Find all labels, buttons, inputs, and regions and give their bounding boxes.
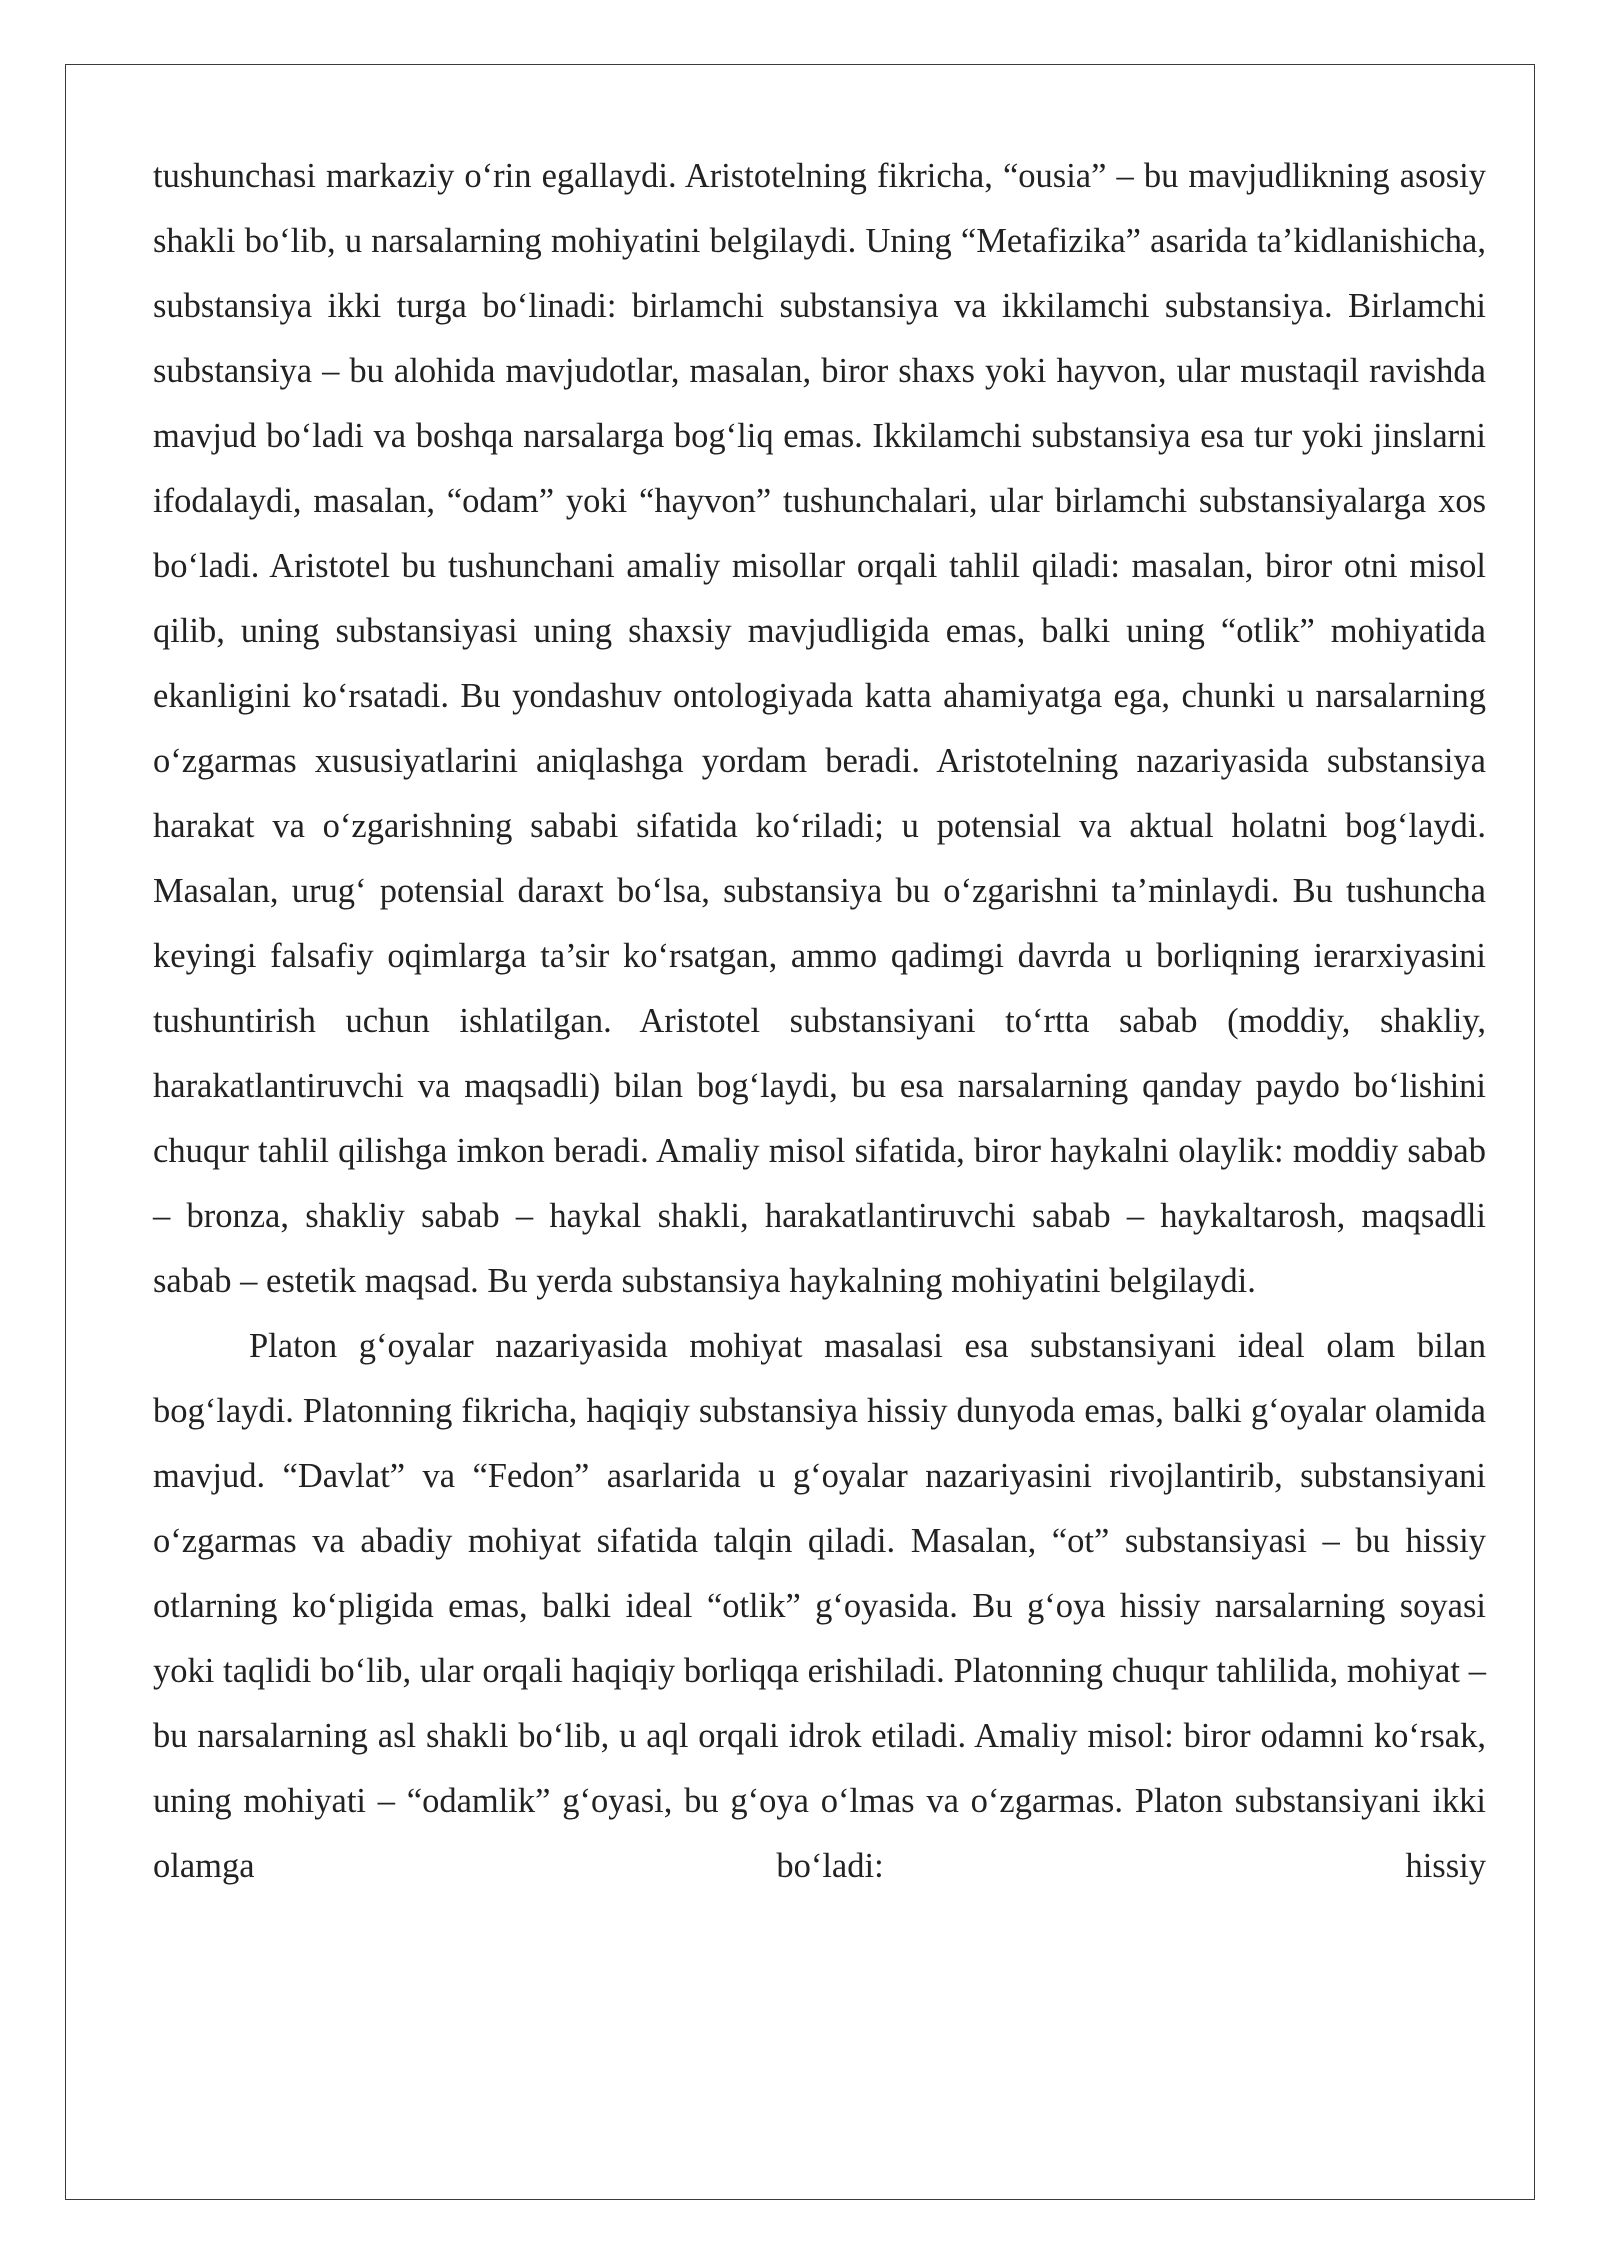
paragraph-aristotle-substance: tushunchasi markaziy o‘rin egallaydi. Aristotelning fikricha, “ousia” – bu mavjudlikning asosiy shakli bo‘lib, u narsalarning mohiyatini belgilaydi. Uning “Metafizika” asarida ta’kidlanishicha, substansiya ikki turga bo‘linadi: birlamchi substansiya va ikkilamchi substansiya. Birlamchi substansiya – bu alohida mavjudotlar, masalan, biror shaxs yoki hayvon, ular mustaqil ravishda mavjud bo‘ladi va boshqa narsalarga bog‘liq emas. Ikkilamchi substansiya esa tur yoki jinslarni ifodalaydi, masalan, “odam” yoki “hayvon” tushunchalari, ular birlamchi substansiyalarga xos bo‘ladi. Aristotel bu tushunchani amaliy misollar orqali tahlil qiladi: masalan, biror otni misol qilib, uning substansiyasi uning shaxsiy mavjudligida emas, balki uning “otlik” mohiyatida ekanligini ko‘rsatadi. Bu yondashuv ontologiyada katta ahamiyatga ega, chunki u narsalarning o‘zgarmas xususiyatlarini aniqlashga yordam beradi. Aristotelning nazariyasida substansiya harakat va o‘zgarishning sababi sifatida ko‘riladi; u potensial va aktual holatni bog‘laydi. Masalan, urug‘ potensial daraxt bo‘lsa, substansiya bu o‘zgarishni ta’minlaydi. Bu tushuncha keyingi falsafiy oqimlarga ta’sir ko‘rsatgan, ammo qadimgi davrda u borliqning ierarxiyasini tushuntirish uchun ishlatilgan. Aristotel substansiyani to‘rtta sabab (moddiy, shakliy, harakatlantiruvchi va maqsadli) bilan bog‘laydi, bu esa narsalarning qanday paydo bo‘lishini chuqur tahlil qilishga imkon beradi. Amaliy misol sifatida, biror haykalni olaylik: moddiy sabab – bronza, shakliy sabab – haykal shakli, harakatlantiruvchi sabab – haykaltarosh, maqsadli sabab – estetik maqsad. Bu yerda substansiya haykalning mohiyatini belgilaydi. <box>153 157 1486 1300</box>
document-body <box>153 144 1486 1899</box>
paragraph-plato-ideas: Platon g‘oyalar nazariyasida mohiyat masalasi esa substansiyani ideal olam bilan bog‘laydi. Platonning fikricha, haqiqiy substansiya hissiy dunyoda emas, balki g‘oyalar olamida mavjud. “Davlat” va “Fedon” asarlarida u g‘oyalar nazariyasini rivojlantirib, substansiyani o‘zgarmas va abadiy mohiyat sifatida talqin qiladi. Masalan, “ot” substansiyasi – bu hissiy otlarning ko‘pligida emas, balki ideal “otlik” g‘oyasida. Bu g‘oya hissiy narsalarning soyasi yoki taqlidi bo‘lib, ular orqali haqiqiy borliqqa erishiladi. Platonning chuqur tahlilida, mohiyat – bu narsalarning asl shakli bo‘lib, u aql orqali idrok etiladi. Amaliy misol: biror odamni ko‘rsak, uning mohiyati – “odamlik” g‘oyasi, bu g‘oya o‘lmas va o‘zgarmas. Platon substansiyani ikki olamga bo‘ladi: hissiy <box>153 1327 1486 1885</box>
